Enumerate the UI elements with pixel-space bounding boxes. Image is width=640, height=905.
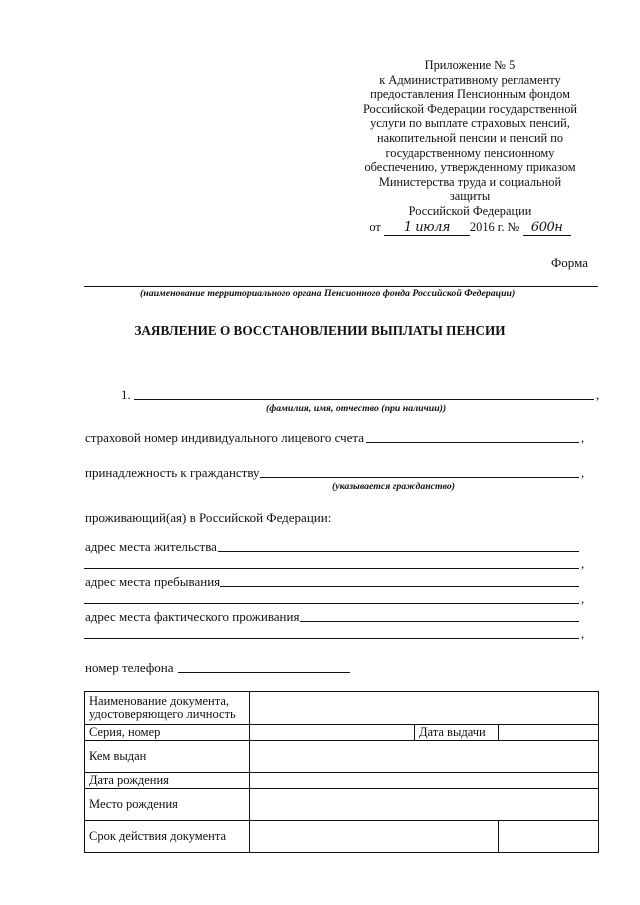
address-stay-line-2[interactable] xyxy=(84,603,579,604)
approval-line: Российской Федерации xyxy=(408,203,532,218)
address-residence-label: адрес места жительства xyxy=(85,539,217,554)
item-number: 1. xyxy=(121,387,131,402)
comma: , xyxy=(581,591,585,606)
approval-line: к Административному регламенту xyxy=(379,72,561,87)
date-year: 2016 г. № xyxy=(469,219,520,234)
birth-date-cell[interactable] xyxy=(250,773,599,789)
phone-line[interactable] xyxy=(178,672,350,673)
address-residence-line-2[interactable] xyxy=(84,568,579,569)
series-cell[interactable] xyxy=(250,725,415,741)
organ-name-line[interactable] xyxy=(84,286,598,287)
approval-line: обеспечению, утвержденному приказом xyxy=(364,160,576,175)
approval-line: предоставления Пенсионным фондом xyxy=(370,87,570,102)
fio-line[interactable] xyxy=(134,399,594,400)
validity-extra-cell[interactable] xyxy=(499,821,599,853)
citizenship-caption: (указывается гражданство) xyxy=(332,481,456,492)
residing-label: проживающий(ая) в Российской Федерации: xyxy=(85,510,332,525)
birth-place-cell[interactable] xyxy=(250,789,599,821)
approval-line: государственному пенсионному xyxy=(385,145,555,160)
fio-caption: (фамилия, имя, отчество (при наличии)) xyxy=(266,403,447,414)
issued-by-cell[interactable] xyxy=(250,741,599,773)
approval-line: накопительной пенсии и пенсий по xyxy=(376,130,564,145)
doc-name-label: Наименование документа, удостоверяющего личность xyxy=(85,692,250,725)
validity-cell[interactable] xyxy=(250,821,499,853)
phone-label: номер телефона xyxy=(85,660,174,675)
address-actual-label: адрес места фактического проживания xyxy=(85,609,300,624)
page-title: ЗАЯВЛЕНИЕ О ВОССТАНОВЛЕНИИ ВЫПЛАТЫ ПЕНСИИ xyxy=(134,323,506,338)
address-actual-line-2[interactable] xyxy=(84,638,579,639)
form-label: Форма xyxy=(551,255,588,270)
snils-line[interactable] xyxy=(366,442,579,443)
approval-date-line xyxy=(345,220,595,237)
date-prefix: от xyxy=(369,219,381,234)
address-residence-line[interactable] xyxy=(218,551,579,552)
comma: , xyxy=(581,465,585,480)
address-stay-line[interactable] xyxy=(220,586,579,587)
handwritten-date: 1 июля xyxy=(384,221,470,237)
approval-line: Министерства труда и социальной xyxy=(378,174,562,189)
comma: , xyxy=(581,430,585,445)
organ-caption: (наименование территориального органа Пенсионного фонда Российской Федерации) xyxy=(140,288,516,299)
doc-name-cell[interactable] xyxy=(250,692,599,725)
birth-date-label: Дата рождения xyxy=(85,773,250,789)
comma: , xyxy=(596,387,600,402)
approval-line: защиты xyxy=(449,189,491,204)
issue-date-cell[interactable] xyxy=(499,725,599,741)
comma: , xyxy=(581,626,585,641)
issued-by-label: Кем выдан xyxy=(85,741,250,773)
citizenship-label: принадлежность к гражданству xyxy=(85,465,260,480)
validity-label: Срок действия документа xyxy=(85,821,250,853)
approval-line: услуги по выплате страховых пенсий, xyxy=(370,116,570,131)
issue-date-label: Дата выдачи xyxy=(415,725,499,741)
identity-document-table xyxy=(84,691,599,853)
approval-block xyxy=(345,58,595,236)
snils-label: страховой номер индивидуального лицевого счета xyxy=(85,430,365,445)
series-label: Серия, номер xyxy=(85,725,250,741)
address-actual-line[interactable] xyxy=(300,621,579,622)
approval-line: Российской Федерации государственной xyxy=(362,101,578,116)
handwritten-number: 600н xyxy=(523,221,571,237)
birth-place-label: Место рождения xyxy=(85,789,250,821)
address-stay-label: адрес места пребывания xyxy=(85,574,221,589)
citizenship-line[interactable] xyxy=(260,477,579,478)
comma: , xyxy=(581,556,585,571)
approval-line: Приложение № 5 xyxy=(424,58,516,72)
